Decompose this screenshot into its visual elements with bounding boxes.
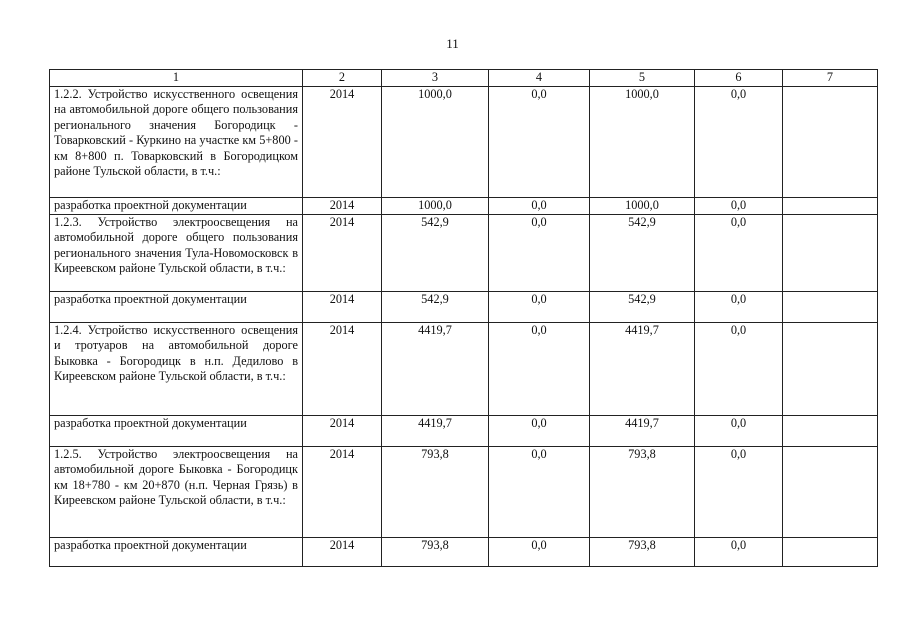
header-row: [50, 70, 878, 87]
item-description: разработка проектной документации: [50, 416, 303, 447]
column-header: 3: [382, 70, 489, 87]
table-row: [50, 416, 878, 447]
page-number: 11: [446, 36, 459, 51]
table-row: [50, 447, 878, 538]
table-row: [50, 323, 878, 416]
year-cell: 2014: [303, 198, 382, 215]
table-row: [50, 198, 878, 215]
value-cell: [783, 323, 878, 416]
table-row: [50, 87, 878, 198]
value-cell: [783, 198, 878, 215]
value-cell: 0,0: [489, 292, 590, 323]
value-cell: [783, 416, 878, 447]
item-description: 1.2.3. Устройство электроосвещения на автомобильной дороге общего пользования регионального значения Тула-Новомосковск в Киреевском районе Тульской области, в т.ч.:: [50, 215, 303, 292]
total-cell: 542,9: [382, 292, 489, 323]
total-cell: 793,8: [382, 538, 489, 567]
column-header: 5: [590, 70, 695, 87]
value-cell: 4419,7: [590, 416, 695, 447]
total-cell: 542,9: [382, 215, 489, 292]
value-cell: 4419,7: [590, 323, 695, 416]
value-cell: 1000,0: [590, 87, 695, 198]
table-row: [50, 538, 878, 567]
value-cell: 0,0: [489, 447, 590, 538]
total-cell: 1000,0: [382, 198, 489, 215]
total-cell: 4419,7: [382, 323, 489, 416]
value-cell: 542,9: [590, 215, 695, 292]
value-cell: 0,0: [489, 538, 590, 567]
column-header: 1: [50, 70, 303, 87]
year-cell: 2014: [303, 87, 382, 198]
value-cell: 0,0: [489, 87, 590, 198]
total-cell: 4419,7: [382, 416, 489, 447]
item-description: разработка проектной документации: [50, 538, 303, 567]
value-cell: 0,0: [695, 323, 783, 416]
item-description: 1.2.4. Устройство искусственного освещения и тротуаров на автомобильной дороге Быковка - Богородицк в н.п. Дедилово в Киреевском районе Тульской области, в т.ч.:: [50, 323, 303, 416]
value-cell: 0,0: [695, 416, 783, 447]
table-row: [50, 215, 878, 292]
value-cell: 542,9: [590, 292, 695, 323]
value-cell: 793,8: [590, 538, 695, 567]
item-description: 1.2.2. Устройство искусственного освещения на автомобильной дороге общего пользования регионального значения Богородицк - Товарковский - Куркино на участке км 5+800 - км 8+800 п. Товарковский в Богородицком районе Тульской области, в т.ч.:: [50, 87, 303, 198]
item-description: разработка проектной документации: [50, 292, 303, 323]
budget-table: [49, 69, 878, 567]
total-cell: 1000,0: [382, 87, 489, 198]
year-cell: 2014: [303, 416, 382, 447]
column-header: 2: [303, 70, 382, 87]
value-cell: 0,0: [489, 215, 590, 292]
total-cell: 793,8: [382, 447, 489, 538]
value-cell: [783, 538, 878, 567]
value-cell: [783, 292, 878, 323]
year-cell: 2014: [303, 292, 382, 323]
value-cell: 0,0: [695, 538, 783, 567]
value-cell: 0,0: [695, 215, 783, 292]
year-cell: 2014: [303, 215, 382, 292]
column-header: 4: [489, 70, 590, 87]
value-cell: 1000,0: [590, 198, 695, 215]
item-description: 1.2.5. Устройство электроосвещения на автомобильной дороге Быковка - Богородицк км 18+780 - км 20+870 (н.п. Черная Грязь) в Киреевском районе Тульской области, в т.ч.:: [50, 447, 303, 538]
column-header: 6: [695, 70, 783, 87]
year-cell: 2014: [303, 323, 382, 416]
value-cell: 0,0: [695, 198, 783, 215]
value-cell: 0,0: [489, 198, 590, 215]
value-cell: [783, 87, 878, 198]
value-cell: [783, 447, 878, 538]
value-cell: 793,8: [590, 447, 695, 538]
value-cell: 0,0: [695, 292, 783, 323]
year-cell: 2014: [303, 447, 382, 538]
value-cell: [783, 215, 878, 292]
value-cell: 0,0: [695, 87, 783, 198]
value-cell: 0,0: [695, 447, 783, 538]
item-description: разработка проектной документации: [50, 198, 303, 215]
value-cell: 0,0: [489, 416, 590, 447]
table-row: [50, 292, 878, 323]
column-header: 7: [783, 70, 878, 87]
value-cell: 0,0: [489, 323, 590, 416]
year-cell: 2014: [303, 538, 382, 567]
